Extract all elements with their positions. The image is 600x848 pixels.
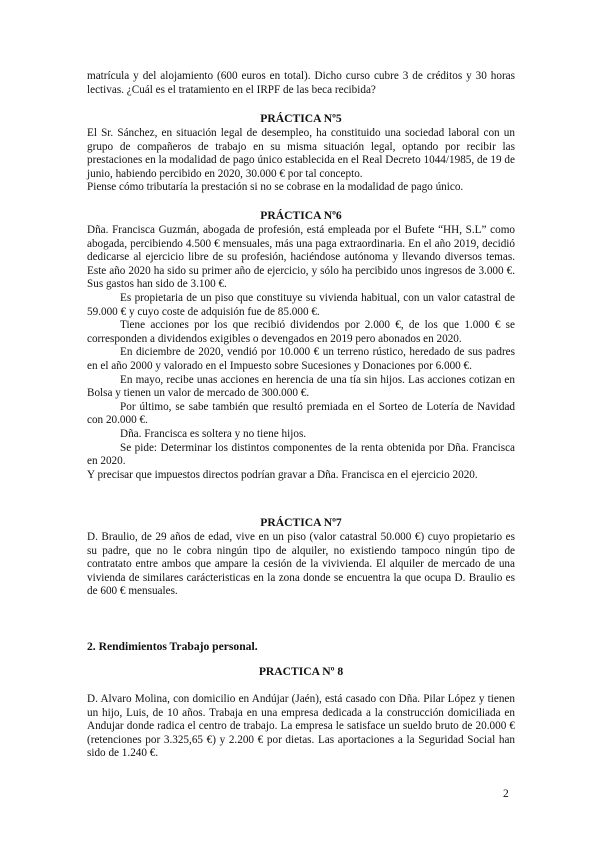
practica-6-paragraph: Dña. Francisca es soltera y no tiene hijos.: [120, 427, 307, 440]
section-heading: 2. Rendimientos Trabajo personal.: [87, 640, 258, 653]
practica-8-block: [87, 693, 515, 761]
practica-5-body: El Sr. Sánchez, en situación legal de desempleo, ha constituido una sociedad laboral con un grupo de compañeros de trabajo en su misma situación legal, optando por recibir las prestaciones en la modalidad de pago único establecida en el Real Decreto 1044/1985, de 19 de junio, habiendo percibido en 2020, 30.000 € por tal concepto.: [87, 127, 515, 180]
practica-6-paragraph: En diciembre de 2020, vendió por 10.000 € un terreno rústico, heredado de sus padres en el año 2000 y valorado en el Impuesto sobre Sucesiones y Donaciones por 6.000 €.: [87, 346, 515, 372]
practica-8-title: PRACTICA Nº 8: [258, 665, 344, 678]
practica-5-question: Piense cómo tributaría la prestación si no se cobrase en la modalidad de pago único.: [87, 181, 464, 194]
practica-6-paragraph: Es propietaria de un piso que constituye su vivienda habitual, con un valor catastral de 59.000 € y cuyo coste de adquisión fue de 85.000 €.: [87, 291, 515, 318]
practica-5-title: PRÁCTICA Nº5: [260, 112, 342, 125]
practica-6-paragraph: Por último, se sabe también que resultó premiada en el Sorteo de Lotería de Navidad con 20.000 €.: [87, 400, 515, 427]
practica-6-paragraph: En mayo, recibe unas acciones en herencia de una tía sin hijos. Las acciones cotizan en Bolsa y tienen un valor de mercado de 300.000 €.: [87, 373, 515, 400]
intro-paragraph: matrícula y del alojamiento (600 euros en total). Dicho curso cubre 3 de créditos y 30 horas lectivas. ¿Cuál es el tratamiento en el IRPF de las beca recibida?: [87, 70, 515, 96]
practica-6-paragraph: Dña. Francisca Guzmán, abogada de profesión, está empleada por el Bufete “HH, S.L” como abogada, percibiendo 4.500 € mensuales, más una paga extraordinaria. En el año 2019, decidió dedicarse al ejercicio libre de su profesión, haciéndose autónoma y llevando diversos temas. Este año 2020 ha sido su primer año de ejercicio, y sólo ha percibido unos ingresos de 3.000 €. Sus gastos han sido de 3.100 €.: [87, 224, 515, 291]
practica-6-closing: Y precisar que impuestos directos podrían gravar a Dña. Francisca en el ejercicio 2020.: [87, 468, 478, 481]
practica-6-block: [87, 224, 515, 482]
practica-5-block: [87, 127, 515, 195]
practica-6-paragraph: Tiene acciones por los que recibió dividendos por 2.000 €, de los que 1.000 € se corresponden a dividendos exigibles o devengados en 2019 pero abonados en 2020.: [87, 319, 515, 345]
practica-8-body: D. Alvaro Molina, con domicilio en Andújar (Jaén), está casado con Dña. Pilar López y tienen un hijo, Luis, de 10 años. Trabaja en una empresa dedicada a la construcción domiciliada en Andujar donde radica el centro de trabajo. La empresa le satisface un sueldo bruto de 20.000 € (retenciones por 3.325,65 €) y 2.200 € por dietas. Las aportaciones a la Seguridad Social han sido de 1.240 €.: [87, 693, 515, 760]
practica-7-block: [87, 531, 515, 599]
page-number: 2: [503, 788, 509, 800]
practica-6-paragraph: Se pide: Determinar los distintos componentes de la renta obtenida por Dña. Francisca en 2020.: [87, 441, 515, 468]
practica-7-title: PRÁCTICA Nº7: [260, 516, 342, 529]
practica-6-title: PRÁCTICA Nº6: [260, 209, 342, 222]
practica-7-body: D. Braulio, de 29 años de edad, vive en un piso (valor catastral 50.000 €) cuyo propietario es su padre, que no le cobra ningún tipo de alquiler, no existiendo tampoco ningún tipo de contratato entre ambos que ampare la cesión de la vivivienda. El alquiler de mercado de una vivienda de similares carácteristicas en la zona donde se encuentra la que ocupa D. Braulio es de 600 € mensuales.: [87, 531, 515, 598]
